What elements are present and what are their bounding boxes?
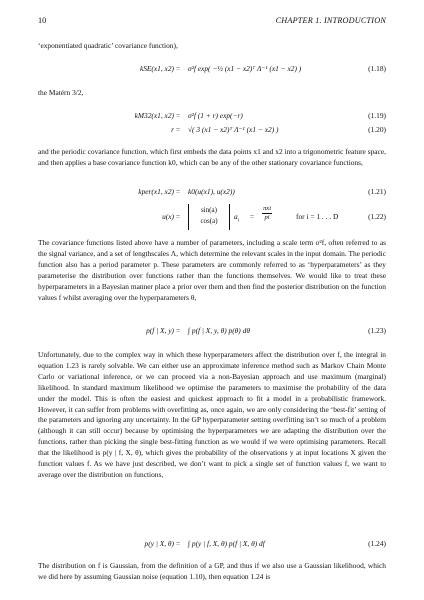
equation-number: (1.24) xyxy=(368,539,386,548)
equals-sign-2: = xyxy=(250,212,255,221)
equation-1-23 xyxy=(38,326,386,340)
paragraph-matern: the Matérn 3/2, xyxy=(38,88,84,97)
paragraph-continuation: ‘exponentiated quadratic’ covariance function), xyxy=(38,41,178,50)
equation-1-19 xyxy=(38,111,386,125)
page-number: 10 xyxy=(38,16,47,25)
paragraph-hyperparameters: The covariance functions listed above have a number of parameters, including a scale term σ²f, often referred to as the signal variance, and a set of lengthscales Λ, which determine the relevant scales in the input domain. The periodic function also has a period parameter p. These parameters are commonly referred to as ‘hyperparameters’ as they parameterise the distribution over functions rather than the functions themselves. We would like to treat these hyperparameters in a Bayesian manner place a prior over them and then find the posterior distribution on the function values f whilst averaging over the hyperparameters θ, xyxy=(38,238,386,302)
equals-sign: = xyxy=(176,111,181,120)
running-header xyxy=(38,16,386,28)
equation-lhs: kper(x1, x2) xyxy=(138,187,174,196)
equals-sign: = xyxy=(176,125,181,134)
paragraph-gaussian: The distribution on f is Gaussian, from the definition of a GP, and thus if we also use a Gaussian likelihood, which we did here by assuming Gaussian noise (equation 1.10), then equation 1.24 is xyxy=(38,561,386,581)
equation-rhs: k0(u(x1), u(x2)) xyxy=(188,187,235,196)
equation-lhs: kSE(x1, x2) xyxy=(139,64,174,73)
equals-sign: = xyxy=(176,187,181,196)
equation-rhs: ∫ p(f | X, y, θ) p(θ) dθ xyxy=(188,326,250,335)
equation-lhs: kM32(x1, x2) xyxy=(134,111,174,120)
equation-number: (1.23) xyxy=(368,326,386,335)
column-vector xyxy=(188,204,230,230)
fraction-denominator: pi xyxy=(264,214,270,221)
equation-1-21 xyxy=(38,187,386,201)
equation-rhs: σ²f exp( −½ (x1 − x2)ᵀ Λ⁻¹ (x1 − x2) ) xyxy=(188,64,302,73)
fraction xyxy=(262,205,272,222)
equation-1-18 xyxy=(38,64,386,78)
equation-rhs: ∫ p(y | f, X, θ) p(f | X, θ) df xyxy=(188,539,265,548)
equals-sign: = xyxy=(176,64,181,73)
equals-sign: = xyxy=(176,326,181,335)
chapter-title: CHAPTER 1. INTRODUCTION xyxy=(275,16,386,25)
paragraph-periodic: and the periodic covariance function, which first embeds the data points x1 and x2 into a trigonometric feature space, and then applies a base covariance function k0, which can be any of the other stationary covariance functions, xyxy=(38,147,386,167)
equation-number: (1.20) xyxy=(368,125,386,134)
vector-row-1: sin(a) xyxy=(201,206,217,214)
equals-sign: = xyxy=(176,212,181,221)
index-condition: for i = 1 . . . D xyxy=(296,212,339,221)
equation-rhs: √( 3 (x1 − x2)ᵀ Λ⁻¹ (x1 − x2) ) xyxy=(188,125,279,134)
equation-lhs: p(y | X, θ) xyxy=(144,539,174,548)
vector-row-2: cos(a) xyxy=(200,217,218,225)
equation-rhs: σ²f (1 + r) exp(−r) xyxy=(188,111,243,120)
equation-lhs: r xyxy=(171,125,174,134)
equation-1-20 xyxy=(38,125,386,139)
equals-sign: = xyxy=(176,539,181,548)
equation-lhs: u(x) xyxy=(162,212,174,221)
equation-number: (1.22) xyxy=(368,212,386,221)
equation-1-24 xyxy=(38,539,386,553)
equation-number: (1.19) xyxy=(368,111,386,120)
fraction-numerator: πxi xyxy=(263,205,272,212)
equation-number: (1.21) xyxy=(368,187,386,196)
equation-number: (1.18) xyxy=(368,64,386,73)
variable-a: $a_i$ xyxy=(234,212,240,224)
equation-lhs: p(f | X, y) xyxy=(146,326,174,335)
paragraph-likelihood: Unfortunately, due to the complex way in which these hyperparameters affect the distribution over f, the integral in equation 1.23 is rarely solvable. We can either use an approximate inference method such as Markov Chain Monte Carlo or variational inference, or we can proceed via a non-Bayesian approach and use maximum (marginal) likelihood. In standard maximum likelihood we optimise the parameters to maximise the probability of the data under the model. This is often the easiest and quickest approach to fit a model in a probabilistic framework. However, it can suffer from problems with overfitting as, once again, we are only considering the ‘best-fit’ setting of the parameters and ignoring any uncertainty. In the GP hyperparameter setting overfitting isn’t so much of a problem (although it can still occur) because by optimising the hyperparameters we are adapting the distribution over the functions, rather than picking the single best-fitting function as we would if we were optimising parameters. Recall that the likelihood is p(y | f, X, θ), which gives the probability of the observations y at input locations X given the function values f. As we have just described, we don’t want to pick a single set of function values f, we want to average over the distribution on functions, xyxy=(38,350,386,479)
equation-1-22 xyxy=(38,205,386,236)
